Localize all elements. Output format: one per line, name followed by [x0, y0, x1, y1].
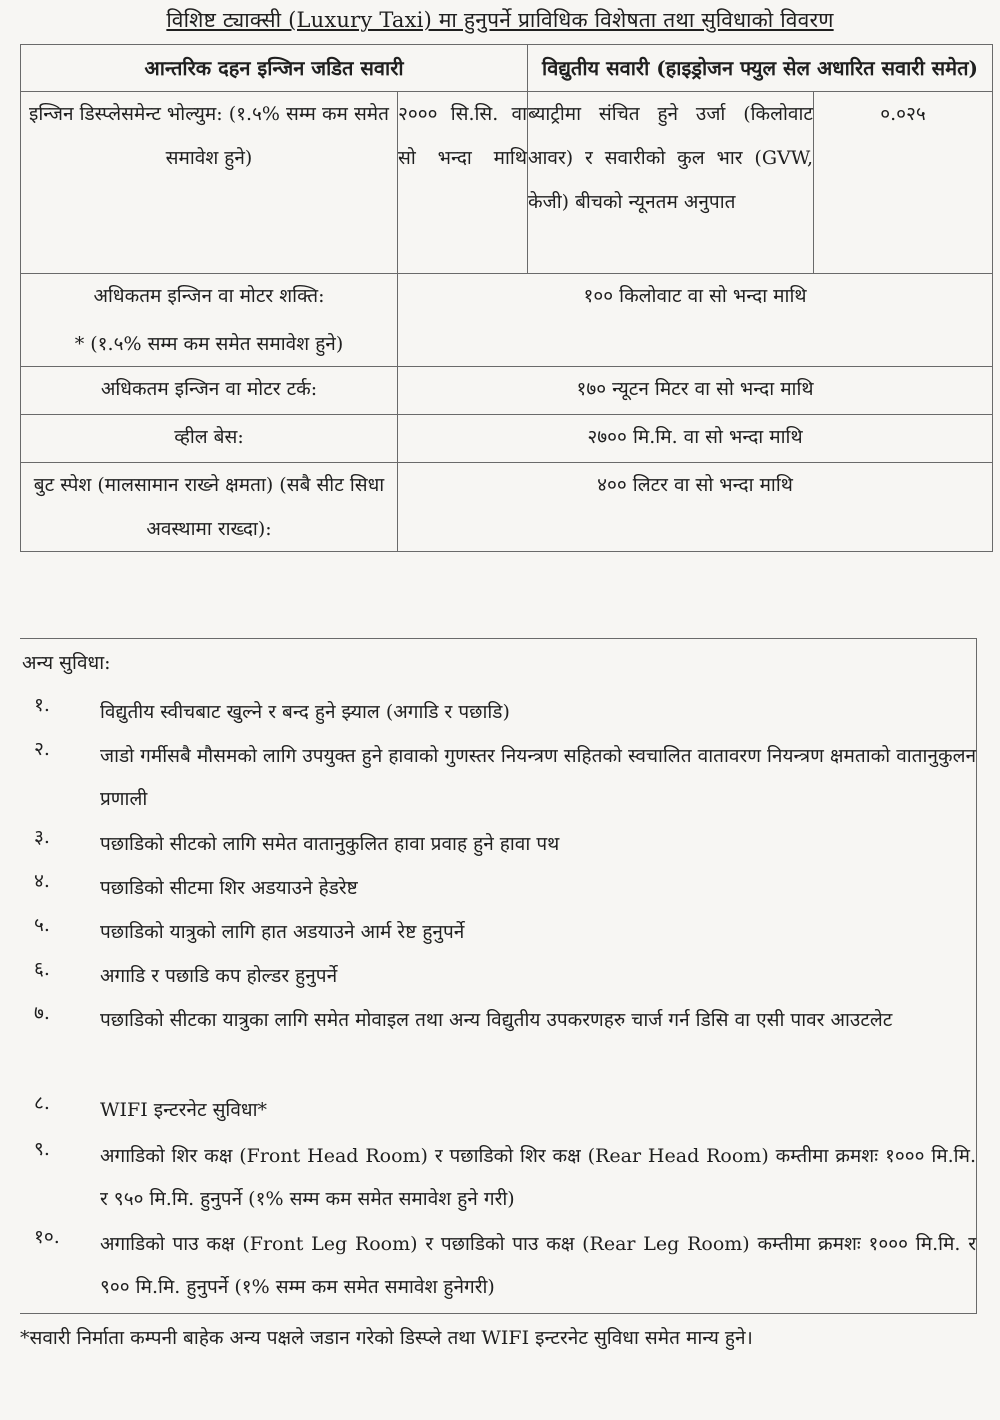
- other-facilities-heading: अन्य सुविधा:: [22, 652, 111, 674]
- list-item-number: ९.: [34, 1138, 50, 1160]
- power-label: अधिकतम इन्जिन वा मोटर शक्ति:: [93, 285, 325, 307]
- specification-table: [20, 44, 993, 552]
- list-item-number: १०.: [34, 1226, 60, 1248]
- list-item-text: अगाडि र पछाडि कप होल्डर हुनुपर्ने: [100, 965, 338, 987]
- list-item-number: ६.: [34, 958, 50, 980]
- energy-ratio-label: ब्याट्रीमा संचित हुने उर्जा (किलोवाट आवर) र सवारीको कुल भार (GVW, केजी) बीचको न्यूनतम अनुपात: [528, 92, 814, 274]
- power-value: १०० किलोवाट वा सो भन्दा माथि: [398, 274, 993, 367]
- list-item-number: ५.: [34, 914, 50, 936]
- torque-label: अधिकतम इन्जिन वा मोटर टर्क:: [21, 367, 398, 415]
- torque-value: १७० न्यूटन मिटर वा सो भन्दा माथि: [398, 367, 993, 415]
- energy-ratio-value: ०.०२५: [814, 92, 993, 274]
- list-item-text: अगाडिको शिर कक्ष (Front Head Room) र पछाडिको शिर कक्ष (Rear Head Room) कम्तीमा क्रमशः १००० मि.मि. र ९५० मि.मि. हुनुपर्ने (१% सम्म कम समेत समावेश हुने गरी): [100, 1145, 976, 1210]
- displacement-value: २००० सि.सि. वा सो भन्दा माथि: [398, 92, 528, 274]
- wheelbase-label: व्हील बेस:: [21, 415, 398, 463]
- table-row: [21, 463, 993, 552]
- list-item-text: पछाडिको सीटको लागि समेत वातानुकुलित हावा प्रवाह हुने हावा पथ: [100, 833, 560, 855]
- list-item-number: ७.: [34, 1002, 50, 1024]
- list-item-number: १.: [34, 694, 50, 716]
- wheelbase-value: २७०० मि.मि. वा सो भन्दा माथि: [398, 415, 993, 463]
- list-item-number: ८.: [34, 1092, 50, 1114]
- power-label-note: * (१.५% सम्म कम समेत समावेश हुने): [74, 333, 344, 355]
- boot-space-label: बुट स्पेश (मालसामान राख्ने क्षमता) (सबै सीट सिधा अवस्थामा राख्दा):: [21, 463, 398, 552]
- list-item-text: WIFI इन्टरनेट सुविधा*: [100, 1099, 268, 1121]
- displacement-label: इन्जिन डिस्प्लेसमेन्ट भोल्युम: (१.५% सम्म कम समेत समावेश हुने): [21, 92, 398, 274]
- list-item-number: २.: [34, 738, 50, 760]
- other-facilities-box: [20, 638, 977, 1314]
- boot-space-value: ४०० लिटर वा सो भन्दा माथि: [398, 463, 993, 552]
- list-item-number: ४.: [34, 870, 50, 892]
- table-header-row: [21, 45, 993, 92]
- page-title: विशिष्ट ट्याक्सी (Luxury Taxi) मा हुनुपर्ने प्राविधिक विशेषता तथा सुविधाको विवरण: [166, 8, 834, 32]
- table-row: [21, 367, 993, 415]
- header-ev: विद्युतीय सवारी (हाइड्रोजन फ्युल सेल अधारित सवारी समेत): [528, 45, 993, 92]
- header-ice: आन्तरिक दहन इन्जिन जडित सवारी: [21, 45, 528, 92]
- list-item-text: पछाडिको सीटमा शिर अडयाउने हेडरेष्ट: [100, 877, 358, 899]
- list-item-text: पछाडिको सीटका यात्रुका लागि समेत मोवाइल तथा अन्य विद्युतीय उपकरणहरु चार्ज गर्न डिसि वा एसी पावर आउटलेट: [100, 1009, 893, 1031]
- list-item-text: विद्युतीय स्वीचबाट खुल्ने र बन्द हुने झ्याल (अगाडि र पछाडि): [100, 701, 510, 723]
- table-row: [21, 92, 993, 274]
- list-item-text: जाडो गर्मीसबै मौसमको लागि उपयुक्त हुने हावाको गुणस्तर नियन्त्रण सहितको स्वचालित वातावरण नियन्त्रण क्षमताको वातानुकुलन प्रणाली: [100, 745, 976, 810]
- footnote: *सवारी निर्माता कम्पनी बाहेक अन्य पक्षले जडान गरेको डिस्प्ले तथा WIFI इन्टरनेट सुविधा समेत मान्य हुने।: [20, 1327, 753, 1349]
- power-label-cell: [21, 274, 398, 367]
- list-item-number: ३.: [34, 826, 50, 848]
- list-item-text: पछाडिको यात्रुको लागि हात अडयाउने आर्म रेष्ट हुनुपर्ने: [100, 921, 465, 943]
- list-item-text: अगाडिको पाउ कक्ष (Front Leg Room) र पछाडिको पाउ कक्ष (Rear Leg Room) कम्तीमा क्रमशः १००० मि.मि. र ९०० मि.मि. हुनुपर्ने (१% सम्म कम समेत समावेश हुनेगरी): [100, 1233, 976, 1298]
- table-row: [21, 415, 993, 463]
- table-row: [21, 274, 993, 367]
